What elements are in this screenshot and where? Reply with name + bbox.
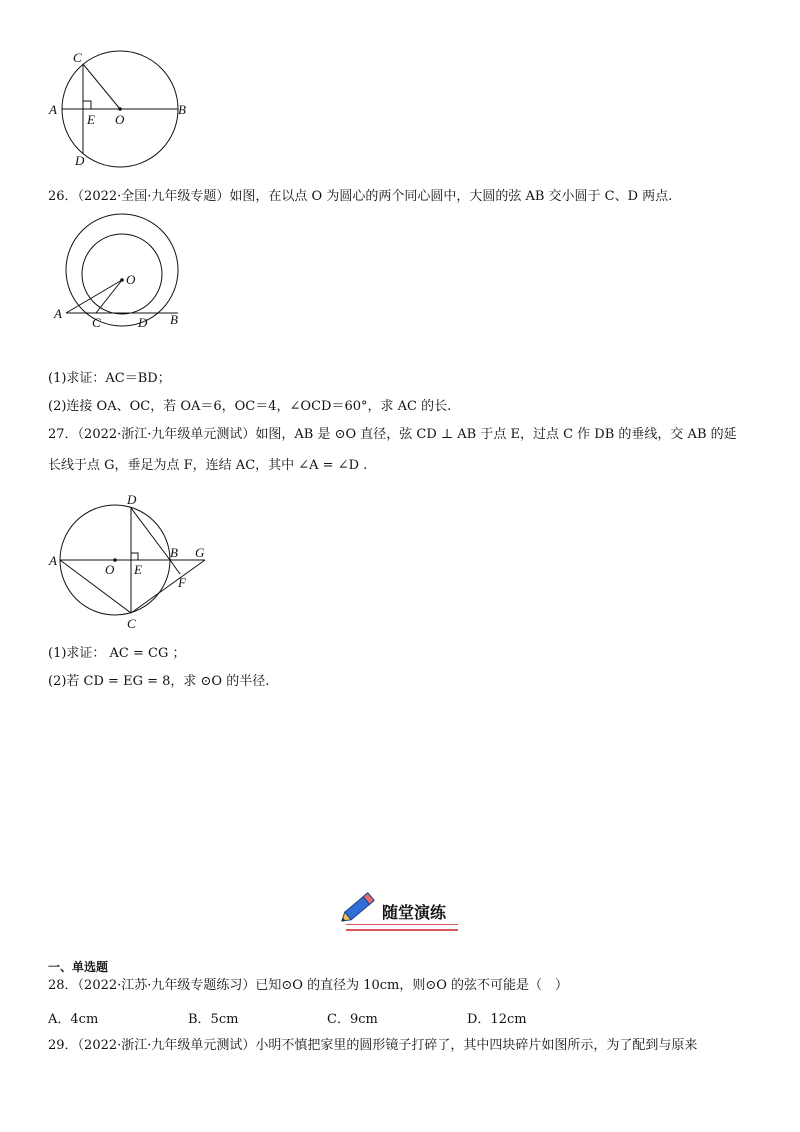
q26-figure: [52, 212, 192, 332]
q25-center-dot: [118, 107, 122, 111]
q27-segment-bf: [170, 560, 180, 574]
q27-segment-ac: [60, 560, 131, 613]
q29-text: 29．（2022·浙江·九年级单元测试）小明不慎把家里的圆形镜子打碎了，其中四块碎片如图所示，为了配到与原来: [48, 1038, 698, 1053]
q25-label-d: D: [75, 153, 85, 168]
q25-label-e: E: [87, 112, 95, 127]
q28-option-c: C．9cm: [327, 1012, 378, 1027]
q25-label-b: B: [178, 102, 186, 117]
pencil-icon: [338, 882, 384, 928]
q25-label-o: O: [115, 112, 125, 127]
banner-underline: [346, 924, 458, 931]
q27-label-c: C: [127, 616, 136, 631]
q25-segment-co: [83, 64, 120, 109]
q27-figure: [45, 490, 220, 635]
q26-part1: (1)求证：AC＝BD；: [48, 371, 171, 386]
q26-label-o: O: [126, 272, 136, 287]
q26-large-circle: [66, 214, 178, 326]
q26-label-b: B: [170, 312, 178, 327]
q28-option-a: A．4cm: [48, 1012, 99, 1027]
q26-small-circle: [82, 234, 162, 314]
q26-segment-oc: [96, 280, 122, 313]
q27-part2: (2)若 CD = EG = 8，求 ⊙O 的半径.: [48, 674, 270, 689]
q25-label-a: A: [49, 102, 57, 117]
q28-option-b: B．5cm: [188, 1012, 239, 1027]
q26-label-c: C: [92, 315, 101, 330]
section-title: 一、单选题: [48, 960, 109, 974]
q27-label-a: A: [49, 553, 57, 568]
q27-label-f: F: [178, 575, 186, 590]
q26-text: 26．（2022·全国·九年级专题）如图，在以点 O 为圆心的两个同心圆中，大圆的弦 AB 交小圆于 C、D 两点.: [48, 189, 673, 204]
q27-right-angle-mark: [131, 553, 138, 560]
practice-banner: [338, 880, 468, 934]
q27-label-o: O: [105, 562, 115, 577]
q28-text: 28．（2022·江苏·九年级专题练习）已知⊙O 的直径为 10cm，则⊙O 的弦不可能是（ ）: [48, 978, 569, 993]
q26-label-a: A: [54, 306, 62, 321]
q27-label-b: B: [170, 545, 178, 560]
q27-label-e: E: [134, 562, 142, 577]
q27-label-d: D: [127, 492, 137, 507]
q28-option-d: D．12cm: [467, 1012, 527, 1027]
q25-label-c: C: [73, 50, 82, 65]
q26-center-dot: [120, 278, 124, 282]
q25-figure: [45, 40, 205, 175]
q27-line2: 长线于点 G，垂足为点 F，连结 AC，其中 ∠A = ∠D .: [48, 458, 368, 473]
q27-segment-cg: [131, 560, 205, 613]
banner-title: 随堂演练: [382, 903, 447, 922]
q25-right-angle-mark: [83, 101, 91, 109]
q27-label-g: G: [195, 545, 205, 560]
q26-part2: (2)连接 OA、OC，若 OA＝6，OC＝4，∠OCD＝60°，求 AC 的长.: [48, 399, 452, 414]
q26-segment-oa: [66, 280, 122, 313]
q27-line1: 27．（2022·浙江·九年级单元测试）如图，AB 是 ⊙O 直径，弦 CD ⊥ AB 于点 E，过点 C 作 DB 的垂线，交 AB 的延: [48, 427, 737, 442]
q27-segment-db: [131, 508, 170, 560]
q26-label-d: D: [138, 315, 148, 330]
q27-part1: (1)求证： AC = CG ；: [48, 646, 186, 661]
